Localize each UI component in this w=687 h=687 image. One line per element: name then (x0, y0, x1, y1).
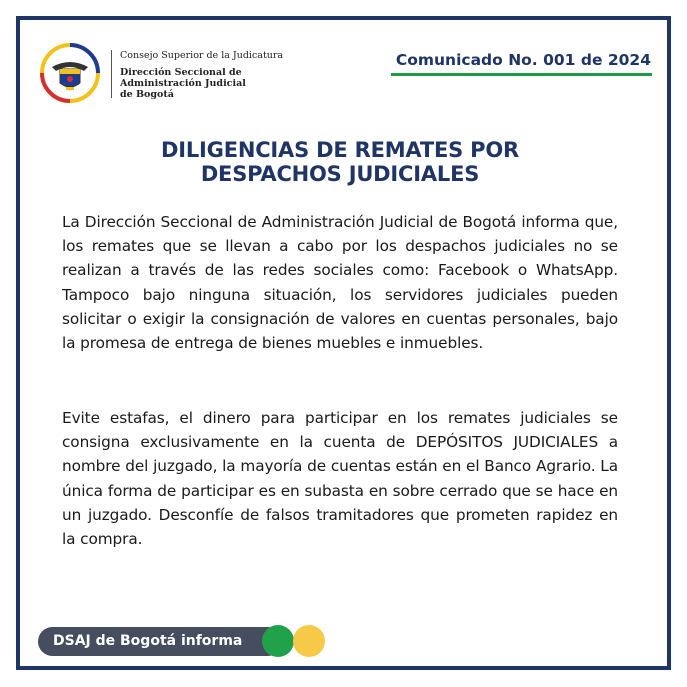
footer-label: DSAJ de Bogotá informa (53, 633, 243, 649)
green-dot-icon (262, 625, 294, 657)
org-line-2: Dirección Seccional de (120, 67, 242, 78)
body-paragraph-2: Evite estafas, el dinero para participar en los remates judiciales se consigna exclusivamente en la cuenta de DEPÓSITOS JUDICIALES a nombre del juzgado, la mayoría de cuentas están en el Banco Agrario. La única forma de participar es en subasta en sobre cerrado que se hace en un juzgado. Desconfíe de falsos tramitadores que prometen rapidez en la compra. (62, 409, 618, 549)
comunicado-underline (391, 73, 652, 76)
coat-of-arms-logo-icon (40, 43, 100, 103)
org-line-1: Consejo Superior de la Judicatura (120, 50, 284, 61)
title-line-1: DILIGENCIAS DE REMATES POR (161, 138, 519, 162)
body-paragraph-1: La Dirección Seccional de Administración Judicial de Bogotá informa que, los remates que se llevan a cabo por los despachos judiciales no se realizan a través de las redes sociales como: Facebook o WhatsApp. Tampoco bajo ninguna situación, los servidores judiciales pueden solicitar o exigir la consignación de valores en cuentas personales, bajo la promesa de entrega de bienes muebles e inmuebles. (62, 213, 618, 353)
org-line-3: Administración Judicial (120, 78, 246, 89)
yellow-dot-icon (293, 625, 325, 657)
organization-name (120, 50, 283, 100)
org-line-4: de Bogotá (120, 89, 174, 100)
title-line-2: DESPACHOS JUDICIALES (200, 162, 480, 186)
page-title (60, 138, 620, 186)
comunicado-number: Comunicado No. 001 de 2024 (395, 51, 651, 69)
header-divider (111, 50, 112, 98)
